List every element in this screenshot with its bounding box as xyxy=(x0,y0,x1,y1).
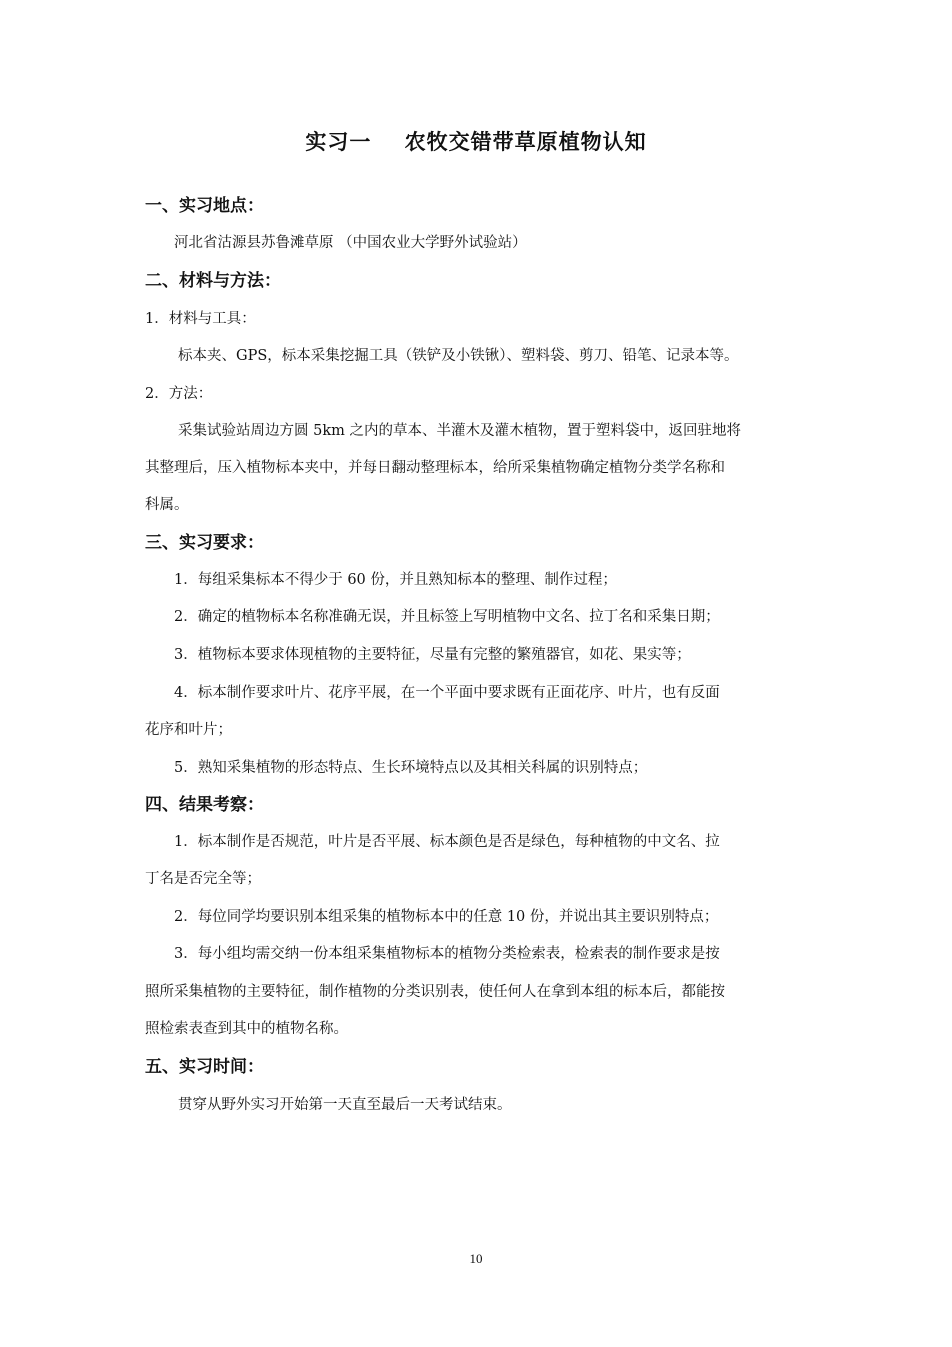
materials-text: 标本夹、GPS，标本采集挖掘工具（铁铲及小铁锹）、塑料袋、剪刀、铅笔、记录本等。 xyxy=(178,348,739,364)
evaluation-item-continuation: 照所采集植物的主要特征，制作植物的分类识别表，使任何人在拿到本组的标本后，都能按 xyxy=(145,984,725,1000)
evaluation-item-continuation: 丁名是否完全等； xyxy=(145,871,261,887)
evaluation-item: 1．标本制作是否规范，叶片是否平展、标本颜色是否是绿色，每种植物的中文名、拉 xyxy=(174,834,720,850)
method-text-line: 科属。 xyxy=(145,497,189,513)
section-heading-materials-methods: 二、材料与方法： xyxy=(145,271,281,291)
page-number: 10 xyxy=(469,1251,483,1266)
page-title: 实习一 农牧交错带草原植物认知 xyxy=(305,130,647,154)
requirement-item: 2．确定的植物标本名称准确无误，并且标签上写明植物中文名、拉丁名和采集日期； xyxy=(174,609,720,625)
method-label: 2．方法： xyxy=(145,386,213,402)
materials-label: 1．材料与工具： xyxy=(145,311,256,327)
time-text: 贯穿从野外实习开始第一天直至最后一天考试结束。 xyxy=(178,1097,512,1113)
evaluation-item: 2．每位同学均要识别本组采集的植物标本中的任意 10 份，并说出其主要识别特点； xyxy=(174,909,719,925)
section-heading-time: 五、实习时间： xyxy=(145,1057,264,1077)
section-heading-location: 一、实习地点： xyxy=(145,196,264,216)
requirement-item: 3．植物标本要求体现植物的主要特征，尽量有完整的繁殖器官，如花、果实等； xyxy=(174,647,691,663)
location-text: 河北省沽源县苏鲁滩草原 （中国农业大学野外试验站） xyxy=(174,235,527,251)
requirement-item: 4．标本制作要求叶片、花序平展，在一个平面中要求既有正面花序、叶片，也有反面 xyxy=(174,685,720,701)
section-heading-requirements: 三、实习要求： xyxy=(145,533,264,553)
method-text-line: 其整理后，压入植物标本夹中，并每日翻动整理标本，给所采集植物确定植物分类学名称和 xyxy=(145,460,725,476)
section-heading-evaluation: 四、结果考察： xyxy=(145,795,264,815)
requirement-item: 5．熟知采集植物的形态特点、生长环境特点以及其相关科属的识别特点； xyxy=(174,760,648,776)
evaluation-item-continuation: 照检索表查到其中的植物名称。 xyxy=(145,1021,348,1037)
evaluation-item: 3．每小组均需交纳一份本组采集植物标本的植物分类检索表，检索表的制作要求是按 xyxy=(174,946,720,962)
method-text-line: 采集试验站周边方圆 5km 之内的草本、半灌木及灌木植物，置于塑料袋中，返回驻地将 xyxy=(178,423,741,439)
requirement-item-continuation: 花序和叶片； xyxy=(145,722,232,738)
requirement-item: 1．每组采集标本不得少于 60 份，并且熟知标本的整理、制作过程； xyxy=(174,572,617,588)
